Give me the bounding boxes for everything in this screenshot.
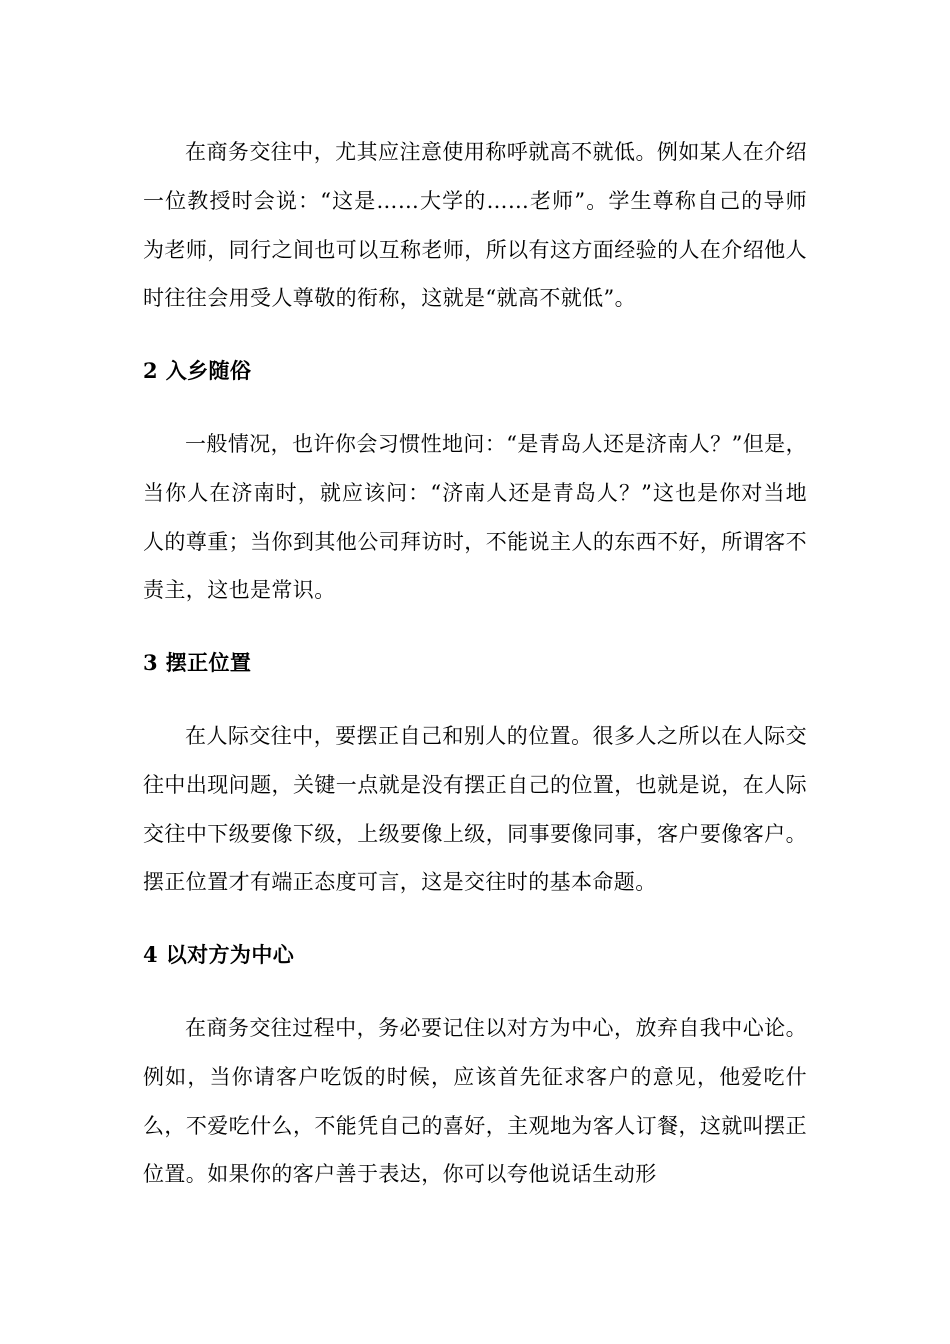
section-heading-4: 4 以对方为中心 <box>143 942 295 968</box>
section-paragraph-3: 在人际交往中，要摆正自己和别人的位置。很多人之所以在人际交往中出现问题，关键一点就是没有摆正自己的位置，也就是说，在人际交往中下级要像下级，上级要像上级，同事要像同事，客户要像客户。摆正位置才有端正态度可言，这是交往时的基本命题。 <box>143 723 807 895</box>
section-heading-2: 2 入乡随俗 <box>143 358 252 384</box>
document-page <box>143 128 807 1199</box>
section-paragraph-4: 在商务交往过程中，务必要记住以对方为中心，放弃自我中心论。例如，当你请客户吃饭的时候，应该首先征求客户的意见，他爱吃什么，不爱吃什么，不能凭自己的喜好，主观地为客人订餐，这就叫摆正位置。如果你的客户善于表达，你可以夸他说话生动形 <box>143 1015 807 1187</box>
intro-paragraph: 在商务交往中，尤其应注意使用称呼就高不就低。例如某人在介绍一位教授时会说：“这是……大学的……老师”。学生尊称自己的导师为老师，同行之间也可以互称老师，所以有这方面经验的人在介绍他人时往往会用受人尊敬的衔称，这就是“就高不就低”。 <box>143 140 807 311</box>
section-heading-3: 3 摆正位置 <box>143 650 252 676</box>
section-paragraph-2: 一般情况，也许你会习惯性地问：“是青岛人还是济南人？”但是，当你人在济南时，就应该问：“济南人还是青岛人？”这也是你对当地人的尊重；当你到其他公司拜访时，不能说主人的东西不好，所谓客不责主，这也是常识。 <box>143 431 807 603</box>
